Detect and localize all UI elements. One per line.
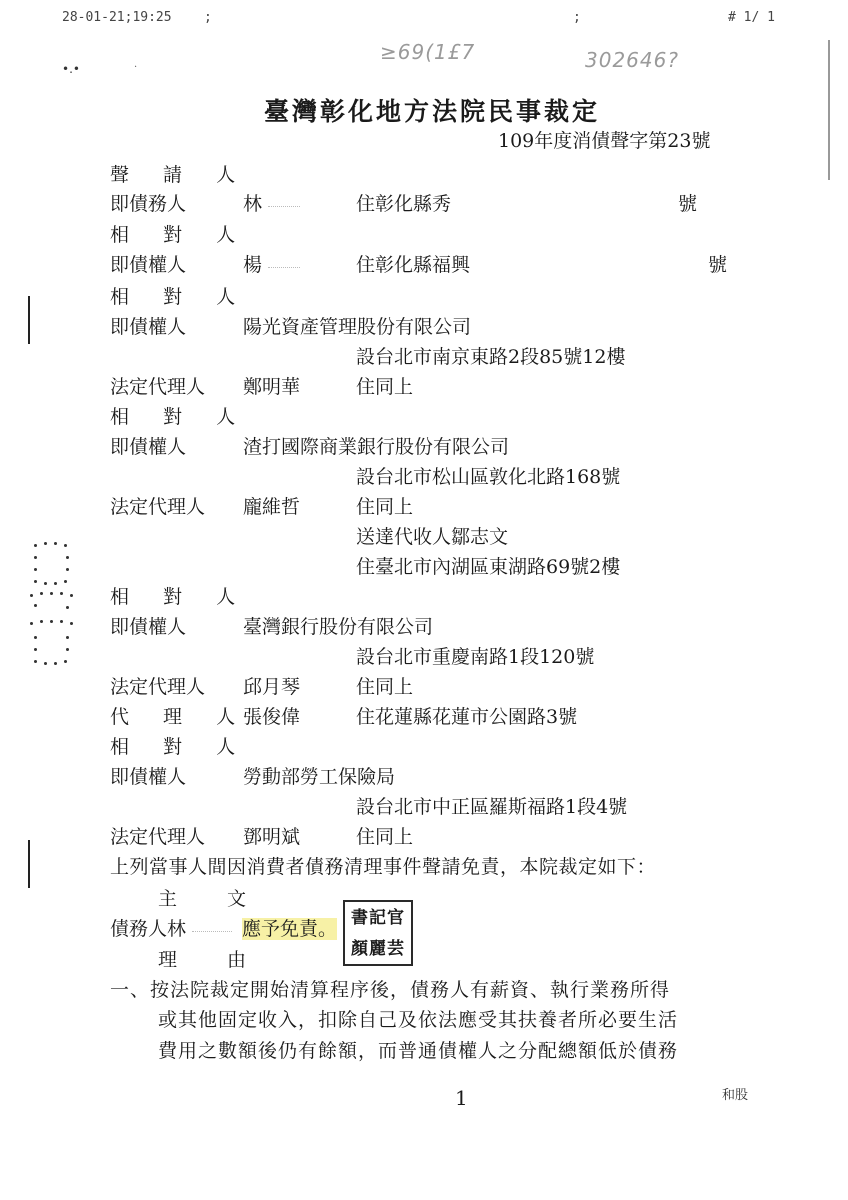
party-name: 邱月琴: [243, 676, 301, 698]
scan-mark: ·: [134, 62, 138, 73]
party-name: 鄧明斌: [243, 826, 301, 848]
party-name: 楊: [243, 250, 300, 277]
party-role: 法定代理人: [110, 826, 206, 848]
address-end: 號: [678, 193, 698, 215]
redaction-mark: [192, 928, 232, 932]
handwritten-note: 302646?: [585, 48, 679, 72]
party-name: 鄭明華: [243, 376, 301, 398]
party-role: 即債權人: [110, 766, 187, 788]
party-address: 設台北市重慶南路1段120號: [356, 646, 595, 668]
party-name: 龐維哲: [243, 496, 301, 518]
redaction-mark: [268, 264, 300, 268]
party-role: 即債權人: [110, 316, 187, 338]
party-address: 住同上: [356, 376, 414, 398]
clerk-seal: [343, 900, 413, 966]
party-address: 設台北市南京東路2段85號12樓: [356, 346, 626, 368]
reason-paragraph-line: 一、按法院裁定開始清算程序後，債務人有薪資、執行業務所得: [110, 979, 671, 1001]
party-role: 代 理 人: [110, 706, 250, 728]
handwritten-note: ≥69(1£7: [380, 40, 476, 64]
main-text-prefix: 債務人林: [110, 918, 187, 940]
main-text: [110, 914, 337, 941]
redaction-mark: [268, 203, 300, 207]
fax-separator: ;: [573, 10, 581, 25]
service-agent: 送達代收人鄒志文: [356, 526, 509, 548]
party-role: 相 對 人: [110, 406, 250, 428]
party-name: 林: [243, 189, 300, 216]
party-name: 張俊偉: [243, 706, 301, 728]
party-address: 住同上: [356, 496, 414, 518]
party-role: 相 對 人: [110, 586, 250, 608]
party-name: 渣打國際商業銀行股份有限公司: [243, 436, 510, 458]
party-role: 相 對 人: [110, 224, 250, 246]
party-address: 設台北市中正區羅斯福路1段4號: [356, 796, 628, 818]
party-address: 住同上: [356, 826, 414, 848]
party-address: 設台北市松山區敦化北路168號: [356, 466, 621, 488]
party-address: 住花蓮縣花蓮市公園路3號: [356, 706, 578, 728]
division-label: 和股: [722, 1088, 749, 1103]
party-role: 法定代理人: [110, 676, 206, 698]
page-number: 1: [455, 1086, 468, 1110]
scan-mark: •.•: [62, 62, 80, 76]
case-number: 109年度消債聲字第23號: [498, 130, 711, 152]
party-role: 即債權人: [110, 436, 187, 458]
fax-separator: ;: [204, 10, 212, 25]
reason-heading: 理 由: [158, 949, 269, 971]
seal-line: 顏麗芸: [351, 938, 405, 959]
party-role: 相 對 人: [110, 286, 250, 308]
address-end: 號: [708, 254, 728, 276]
seal-line: 書記官: [351, 907, 405, 928]
main-heading: 主 文: [158, 888, 269, 910]
party-role: 法定代理人: [110, 376, 206, 398]
scan-edge-mark: [828, 40, 830, 180]
party-role: 法定代理人: [110, 496, 206, 518]
party-role: 即債權人: [110, 254, 187, 276]
scan-edge-mark: [28, 296, 30, 344]
party-role: 即債權人: [110, 616, 187, 638]
party-role: 即債務人: [110, 193, 187, 215]
intro-paragraph: 上列當事人間因消費者債務清理事件聲請免責，本院裁定如下：: [110, 856, 657, 878]
discharge-ruling: 應予免責。: [242, 918, 338, 940]
document-title: 臺灣彰化地方法院民事裁定: [264, 97, 601, 126]
fax-page-counter: # 1/ 1: [728, 10, 775, 25]
party-address: 住臺北市內湖區東湖路69號2樓: [356, 556, 621, 578]
reason-paragraph-line: 費用之數額後仍有餘額，而普通債權人之分配總額低於債務: [158, 1040, 679, 1062]
party-name: 勞動部勞工保險局: [243, 766, 396, 788]
reason-paragraph-line: 或其他固定收入，扣除自己及依法應受其扶養者所必要生活: [158, 1009, 679, 1031]
party-role: 聲 請 人: [110, 164, 250, 186]
party-address: 住彰化縣秀: [356, 193, 452, 215]
party-name: 陽光資產管理股份有限公司: [243, 316, 472, 338]
party-address: 住同上: [356, 676, 414, 698]
party-name: 臺灣銀行股份有限公司: [243, 616, 434, 638]
party-address: 住彰化縣福興: [356, 254, 471, 276]
scan-edge-mark: [28, 840, 30, 888]
fax-timestamp: 28-01-21;19:25: [62, 10, 172, 25]
party-role: 相 對 人: [110, 736, 250, 758]
